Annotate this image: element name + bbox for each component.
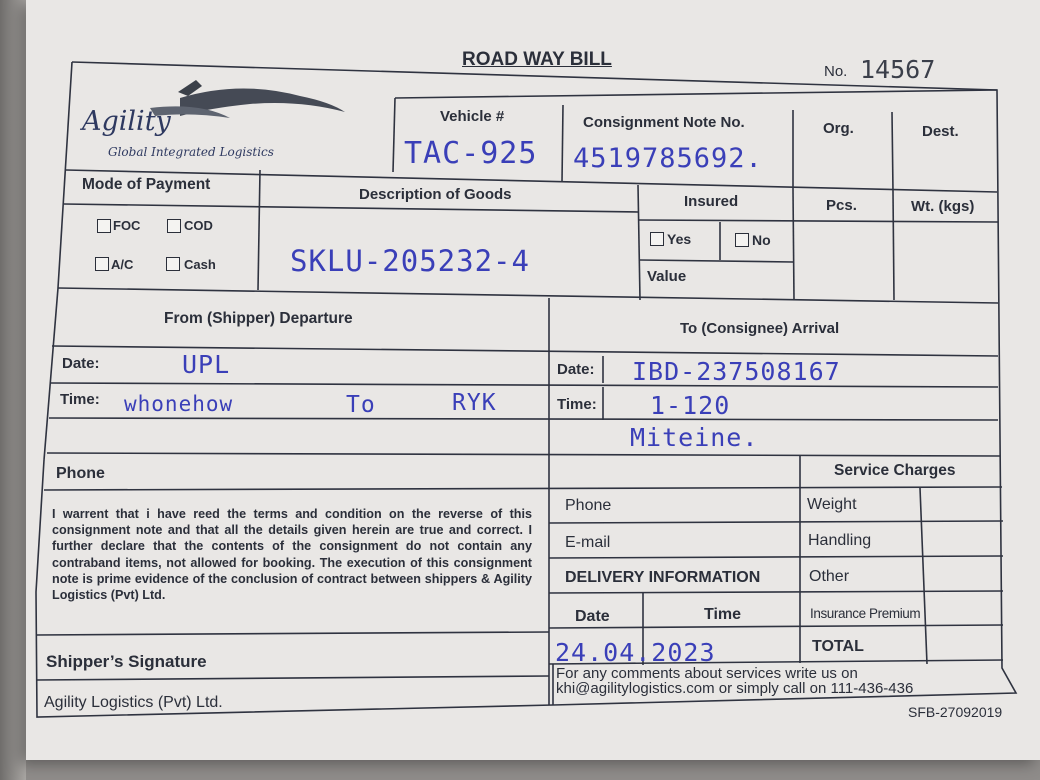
charge-total-label: TOTAL bbox=[812, 638, 864, 655]
cash-checkbox[interactable] bbox=[166, 257, 180, 271]
org-label: Org. bbox=[823, 120, 854, 137]
to-date-value: IBD-237508167 bbox=[632, 357, 841, 386]
value-label: Value bbox=[647, 268, 687, 285]
consignment-note-label: Consignment Note No. bbox=[583, 114, 745, 131]
ac-label: A/C bbox=[111, 257, 134, 272]
form-no-label: No. bbox=[824, 63, 848, 80]
foc-label: FOC bbox=[113, 218, 141, 233]
dest-label: Dest. bbox=[922, 123, 959, 140]
to-time-value: 1-120 bbox=[650, 391, 731, 420]
from-time-label: Time: bbox=[60, 391, 100, 408]
insured-yes-checkbox[interactable] bbox=[650, 232, 664, 246]
ac-checkbox[interactable] bbox=[95, 257, 109, 271]
form-number: 14567 bbox=[860, 55, 936, 84]
insured-label: Insured bbox=[684, 193, 739, 210]
foc-checkbox[interactable] bbox=[97, 219, 111, 233]
consignment-no-value: 4519785692. bbox=[573, 143, 763, 174]
cod-label: COD bbox=[184, 218, 213, 233]
comments-line-1: For any comments about services write us on bbox=[556, 665, 858, 682]
charge-weight-label: Weight bbox=[807, 496, 857, 513]
insured-yes-label: Yes bbox=[667, 231, 692, 247]
left-border-mid bbox=[44, 288, 58, 460]
insured-no-label: No bbox=[752, 232, 771, 248]
footer-company: Agility Logistics (Pvt) Ltd. bbox=[44, 694, 223, 711]
phone-label: Phone bbox=[56, 465, 105, 482]
logo-name: Agility bbox=[82, 106, 171, 137]
consignee-email-label: E-mail bbox=[565, 534, 611, 551]
charge-insurance-label: Insurance Premium bbox=[810, 606, 921, 621]
delivery-time-label: Time bbox=[704, 606, 742, 623]
logo-tagline: Global Integrated Logistics bbox=[108, 145, 274, 159]
left-border-top bbox=[58, 62, 72, 288]
cash-label: Cash bbox=[184, 257, 216, 272]
pcs-label: Pcs. bbox=[826, 197, 857, 214]
vehicle-label: Vehicle # bbox=[440, 108, 505, 125]
from-date-value: UPL bbox=[182, 350, 231, 379]
to-label: To (Consignee) Arrival bbox=[680, 320, 840, 337]
to-time-label: Time: bbox=[557, 396, 597, 413]
ryk-value: RYK bbox=[452, 390, 497, 416]
wt-label: Wt. (kgs) bbox=[911, 198, 975, 215]
insured-no-checkbox[interactable] bbox=[735, 233, 749, 247]
form-title: ROAD WAY BILL bbox=[462, 49, 612, 70]
from-label: From (Shipper) Departure bbox=[164, 310, 353, 327]
shipper-signature-label: Shipper’s Signature bbox=[46, 652, 207, 671]
from-date-label: Date: bbox=[62, 355, 100, 372]
vehicle-value: TAC-925 bbox=[404, 136, 538, 171]
agility-logo-swoosh bbox=[150, 80, 345, 118]
cod-checkbox[interactable] bbox=[167, 219, 181, 233]
charge-handling-label: Handling bbox=[808, 532, 872, 549]
description-label: Description of Goods bbox=[359, 186, 512, 203]
to-word-value: To bbox=[346, 392, 376, 418]
consignee-phone-label: Phone bbox=[565, 497, 612, 514]
comments-line-2: khi@agilitylogistics.com or simply call on 111-436-436 bbox=[556, 680, 914, 697]
delivery-info-label: DELIVERY INFORMATION bbox=[565, 569, 761, 586]
delivery-date-value: 24.04.2023 bbox=[555, 638, 716, 667]
charge-other-label: Other bbox=[809, 568, 850, 585]
item-value: Miteine. bbox=[630, 423, 759, 452]
from-time-value: whonehow bbox=[124, 392, 234, 416]
service-charges-label: Service Charges bbox=[834, 462, 956, 479]
form-code: SFB-27092019 bbox=[908, 704, 1003, 720]
declaration-text: I warrent that i have reed the terms and condition on the reverse of this consignment note and that all the details given herein are true and correct. I further declare that the contents of the consignment do not contain any contraband items, not allowed for booking. The execution of this consignment note is prime evidence of the conclusion of contract between shippers & Agility Logistics (Pvt) Ltd. bbox=[52, 507, 532, 603]
goods-description-value: SKLU-205232-4 bbox=[290, 244, 530, 278]
to-date-label: Date: bbox=[557, 361, 595, 378]
mode-of-payment-label: Mode of Payment bbox=[82, 176, 211, 193]
delivery-date-label: Date bbox=[575, 608, 610, 625]
